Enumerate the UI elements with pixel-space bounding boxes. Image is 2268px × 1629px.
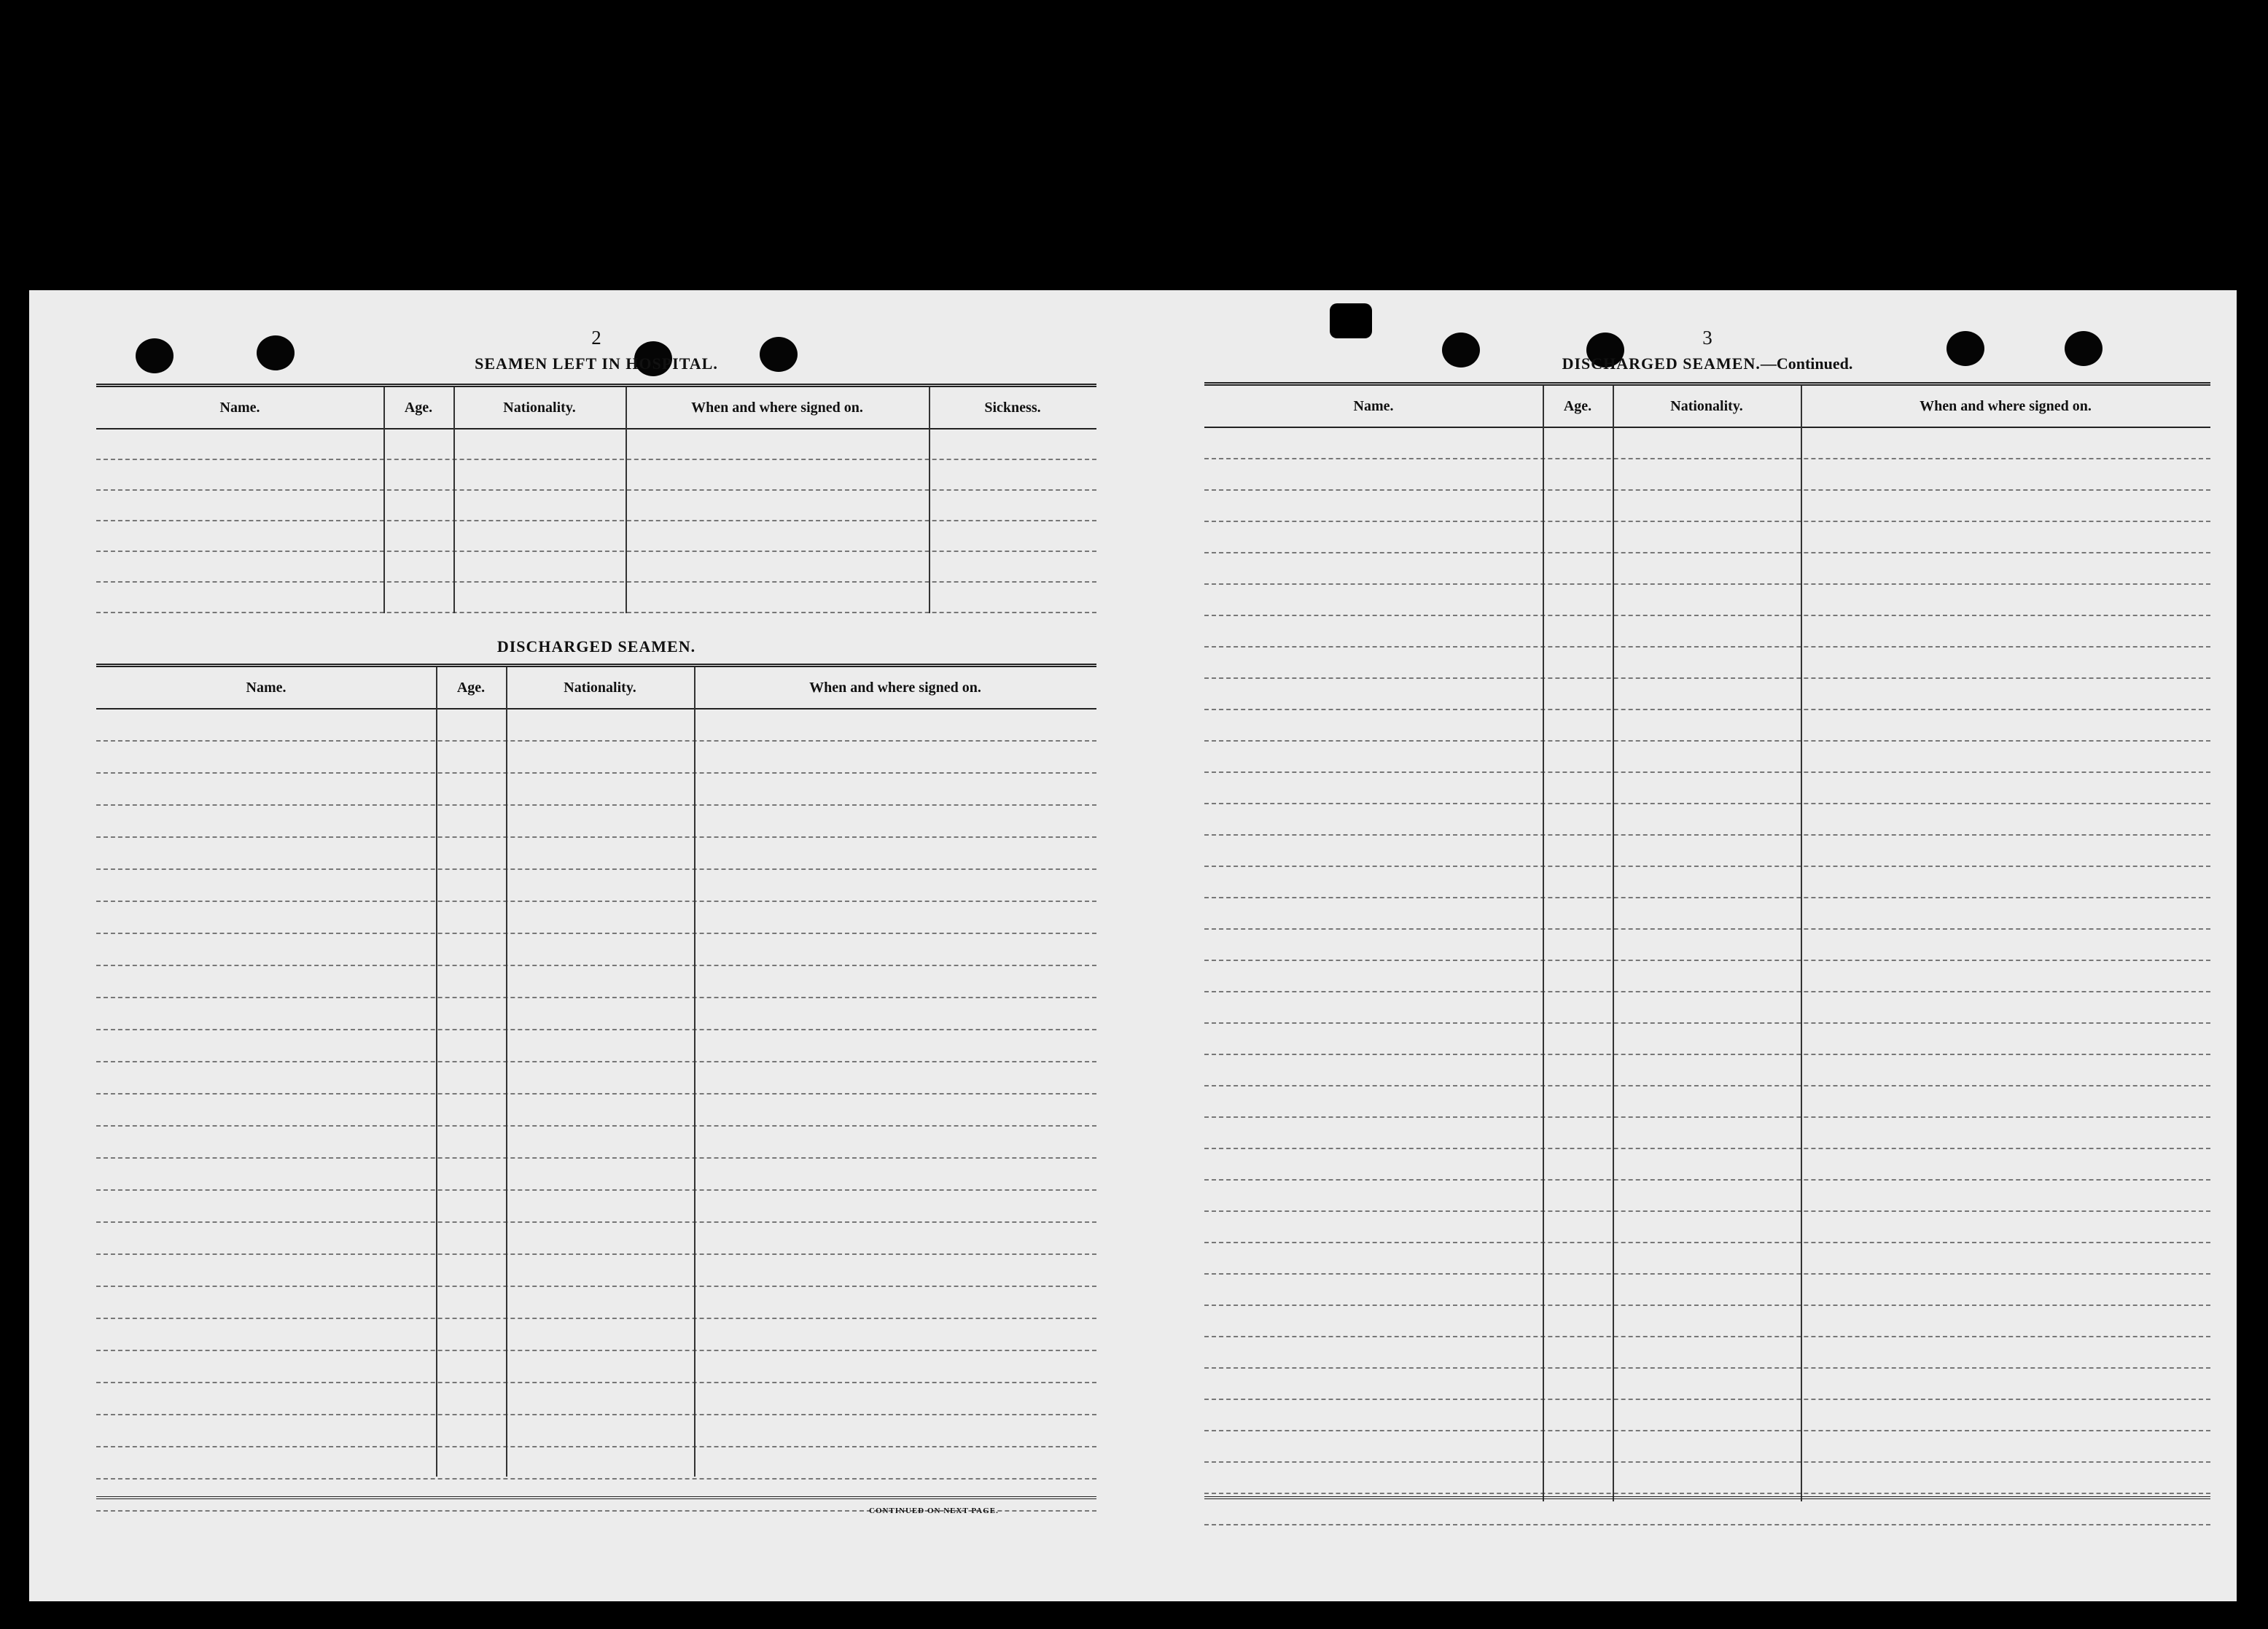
form-row xyxy=(1204,616,2210,648)
column-header-age: Age. xyxy=(456,680,486,696)
form-row xyxy=(1204,742,2210,773)
discharged-rows xyxy=(96,709,1096,1512)
form-row xyxy=(1204,1463,2210,1494)
form-row xyxy=(1204,773,2210,804)
form-row xyxy=(1204,1337,2210,1369)
form-row xyxy=(96,709,1096,742)
form-row xyxy=(96,998,1096,1030)
form-row xyxy=(1204,1181,2210,1212)
form-row xyxy=(1204,459,2210,491)
form-row xyxy=(96,1159,1096,1191)
form-row xyxy=(1204,1275,2210,1306)
column-header-sickness: Sickness. xyxy=(984,400,1041,416)
column-header-age: Age. xyxy=(1563,398,1592,414)
discharged-continued-table xyxy=(1204,382,2210,1525)
form-row xyxy=(96,1351,1096,1383)
column-divider xyxy=(1801,386,1802,1501)
form-row xyxy=(96,742,1096,774)
column-header-age: Age. xyxy=(404,400,433,416)
form-row xyxy=(96,460,1096,491)
column-header-signed-on: When and where signed on. xyxy=(691,400,863,416)
bottom-rule xyxy=(96,1496,1096,1499)
form-row xyxy=(1204,1212,2210,1243)
column-divider xyxy=(626,387,627,613)
form-sheet xyxy=(29,290,2237,1601)
hospital-table xyxy=(96,384,1096,613)
hospital-section-title: SEAMEN LEFT IN HOSPITAL. xyxy=(475,354,718,373)
form-row xyxy=(96,1383,1096,1415)
form-row xyxy=(96,552,1096,583)
discharged-table-header xyxy=(96,667,1096,709)
form-row xyxy=(96,902,1096,934)
form-row xyxy=(1204,585,2210,616)
form-row xyxy=(1204,648,2210,679)
form-row xyxy=(1204,804,2210,836)
form-row xyxy=(96,429,1096,460)
discharged-continued-header xyxy=(1204,386,2210,428)
form-row xyxy=(1204,1306,2210,1337)
form-row xyxy=(1204,867,2210,898)
form-row xyxy=(96,1095,1096,1127)
form-row xyxy=(96,1319,1096,1351)
column-divider xyxy=(1613,386,1614,1501)
column-divider xyxy=(453,387,455,613)
form-row xyxy=(1204,836,2210,867)
page-number: 3 xyxy=(1702,327,1712,349)
form-row xyxy=(96,1030,1096,1062)
form-row xyxy=(1204,710,2210,742)
form-row xyxy=(1204,553,2210,585)
form-row xyxy=(1204,1024,2210,1055)
column-divider xyxy=(436,667,437,1477)
form-row xyxy=(96,966,1096,998)
column-header-name: Name. xyxy=(219,400,260,416)
form-row xyxy=(1204,491,2210,522)
form-row xyxy=(96,1415,1096,1447)
form-row xyxy=(96,1255,1096,1287)
discharged-section-title: DISCHARGED SEAMEN. xyxy=(496,637,696,656)
form-row xyxy=(96,838,1096,870)
form-row xyxy=(96,934,1096,966)
form-row xyxy=(1204,1118,2210,1149)
discharged-continued-rows xyxy=(1204,428,2210,1525)
form-row xyxy=(96,1062,1096,1095)
form-row xyxy=(96,870,1096,902)
form-row xyxy=(1204,1243,2210,1275)
form-row xyxy=(96,806,1096,838)
discharged-table xyxy=(96,664,1096,1512)
page-number: 2 xyxy=(591,327,601,349)
column-header-signed-on: When and where signed on. xyxy=(1920,398,2092,414)
form-row xyxy=(96,774,1096,806)
form-row xyxy=(1204,930,2210,961)
column-header-signed-on: When and where signed on. xyxy=(809,680,981,696)
bottom-rule xyxy=(1204,1496,2210,1499)
column-divider xyxy=(383,387,385,613)
form-row xyxy=(1204,992,2210,1024)
title-continued: —Continued. xyxy=(1760,354,1853,373)
form-row xyxy=(1204,961,2210,992)
form-row xyxy=(1204,1086,2210,1118)
hospital-table-header xyxy=(96,387,1096,429)
form-row xyxy=(96,1191,1096,1223)
column-divider xyxy=(694,667,695,1477)
column-divider xyxy=(506,667,507,1477)
column-header-nationality: Nationality. xyxy=(1670,398,1743,414)
column-header-nationality: Nationality. xyxy=(564,680,636,696)
form-row xyxy=(96,1447,1096,1480)
column-divider xyxy=(1543,386,1544,1501)
hospital-rows xyxy=(96,429,1096,613)
form-row xyxy=(96,1287,1096,1319)
discharged-continued-title xyxy=(1204,354,2210,373)
form-row xyxy=(1204,1400,2210,1431)
form-row xyxy=(96,491,1096,521)
form-row xyxy=(96,1223,1096,1255)
column-header-name: Name. xyxy=(1353,398,1394,414)
form-row xyxy=(1204,428,2210,459)
form-row xyxy=(96,1127,1096,1159)
continued-note: CONTINUED ON NEXT PAGE. xyxy=(869,1506,999,1515)
form-row xyxy=(1204,1431,2210,1463)
column-header-name: Name. xyxy=(246,680,287,696)
column-divider xyxy=(929,387,930,613)
form-row xyxy=(1204,1055,2210,1086)
column-header-nationality: Nationality. xyxy=(503,400,576,416)
form-row xyxy=(1204,679,2210,710)
title-text: DISCHARGED SEAMEN. xyxy=(1562,354,1761,373)
form-row xyxy=(1204,522,2210,553)
form-row xyxy=(1204,1149,2210,1181)
form-row xyxy=(1204,1369,2210,1400)
form-row xyxy=(1204,898,2210,930)
form-row xyxy=(96,583,1096,613)
form-row xyxy=(96,521,1096,552)
